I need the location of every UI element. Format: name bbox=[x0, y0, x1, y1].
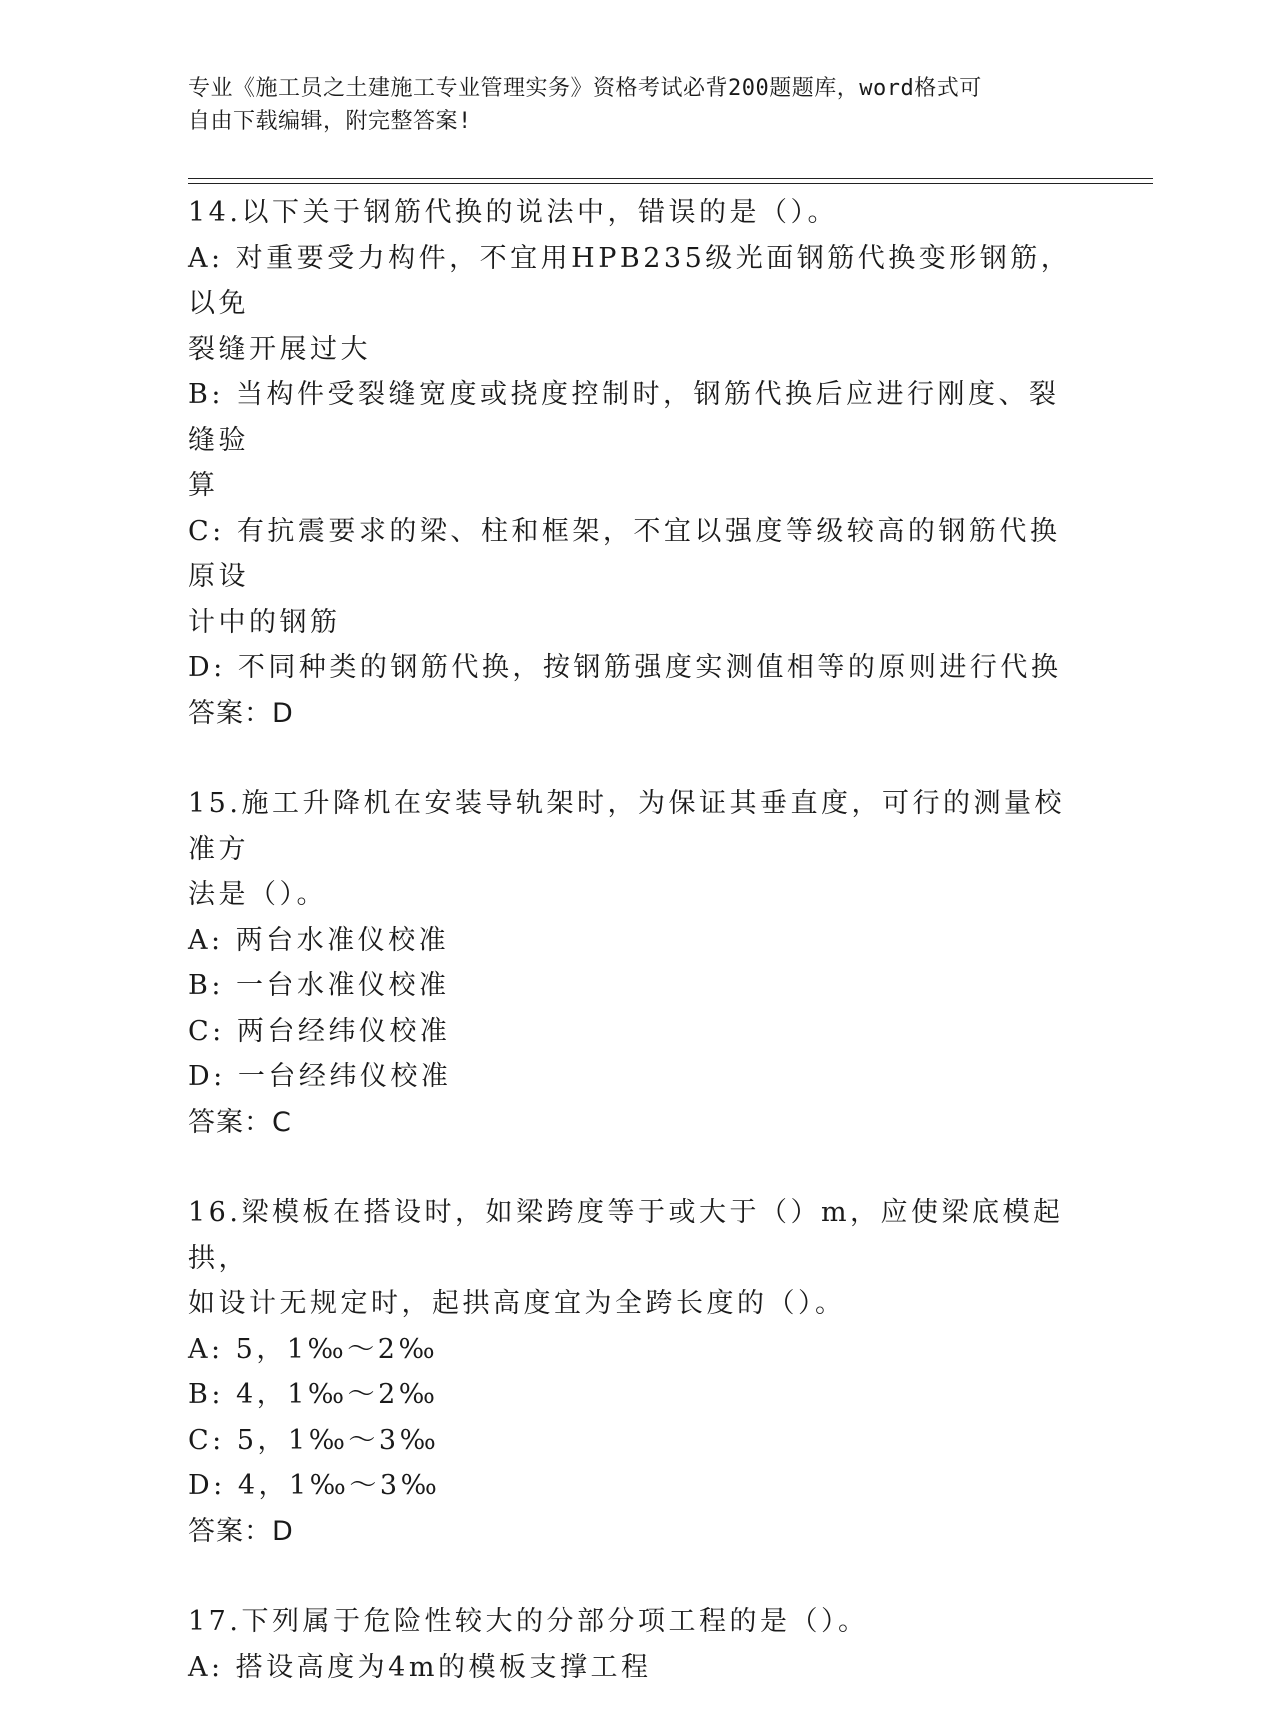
question-15 bbox=[188, 781, 1088, 1145]
document-header bbox=[188, 72, 1088, 138]
question-14 bbox=[188, 190, 1088, 736]
header-line-2: 自由下载编辑，附完整答案! bbox=[188, 109, 472, 134]
option-c: C: 5，1‰～3‰ bbox=[188, 1424, 440, 1456]
option-b: B: 一台水准仪校准 bbox=[188, 970, 450, 1001]
question-text: 16.梁模板在搭设时，如梁跨度等于或大于（）m，应使梁底模起拱， bbox=[188, 1197, 1064, 1274]
question-text-continued: 法是（）。 bbox=[188, 879, 327, 910]
question-17 bbox=[188, 1599, 1088, 1690]
question-text: 17.下列属于危险性较大的分部分项工程的是（）。 bbox=[188, 1606, 869, 1637]
option-d: D: 一台经纬仪校准 bbox=[188, 1061, 452, 1092]
option-b: B: 4，1‰～2‰ bbox=[188, 1379, 439, 1410]
option-a: A: 两台水准仪校准 bbox=[188, 924, 450, 956]
header-divider-top bbox=[188, 178, 1153, 179]
question-list bbox=[188, 190, 1088, 1735]
answer: 答案：D bbox=[188, 1515, 294, 1547]
answer: 答案：C bbox=[188, 1106, 292, 1138]
question-16 bbox=[188, 1190, 1088, 1554]
option-c: C: 有抗震要求的梁、柱和框架，不宜以强度等级较高的钢筋代换原设 bbox=[188, 515, 1061, 592]
option-b: B: 当构件受裂缝宽度或挠度控制时，钢筋代换后应进行刚度、裂缝验 bbox=[188, 379, 1060, 456]
option-d: D: 不同种类的钢筋代换，按钢筋强度实测值相等的原则进行代换 bbox=[188, 652, 1062, 683]
option-a: A: 搭设高度为4m的模板支撑工程 bbox=[188, 1651, 652, 1683]
header-line-1: 专业《施工员之土建施工专业管理实务》资格考试必背200题题库，word格式可 bbox=[188, 76, 982, 101]
question-text: 14.以下关于钢筋代换的说法中，错误的是（）。 bbox=[188, 197, 838, 228]
option-a: A: 对重要受力构件，不宜用HPB235级光面钢筋代换变形钢筋，以免 bbox=[188, 242, 1072, 319]
option-a-continued: 裂缝开展过大 bbox=[188, 333, 371, 365]
option-a: A: 5，1‰～2‰ bbox=[188, 1333, 439, 1365]
option-d: D: 4，1‰～3‰ bbox=[188, 1470, 441, 1501]
question-text-continued: 如设计无规定时，起拱高度宜为全跨长度的（）。 bbox=[188, 1288, 846, 1319]
answer: 答案：D bbox=[188, 697, 294, 729]
option-b-continued: 算 bbox=[188, 470, 219, 501]
question-text: 15.施工升降机在安装导轨架时，为保证其垂直度，可行的测量校准方 bbox=[188, 788, 1065, 865]
option-c: C: 两台经纬仪校准 bbox=[188, 1015, 451, 1047]
option-c-continued: 计中的钢筋 bbox=[188, 606, 341, 638]
header-divider-bottom bbox=[188, 183, 1153, 184]
